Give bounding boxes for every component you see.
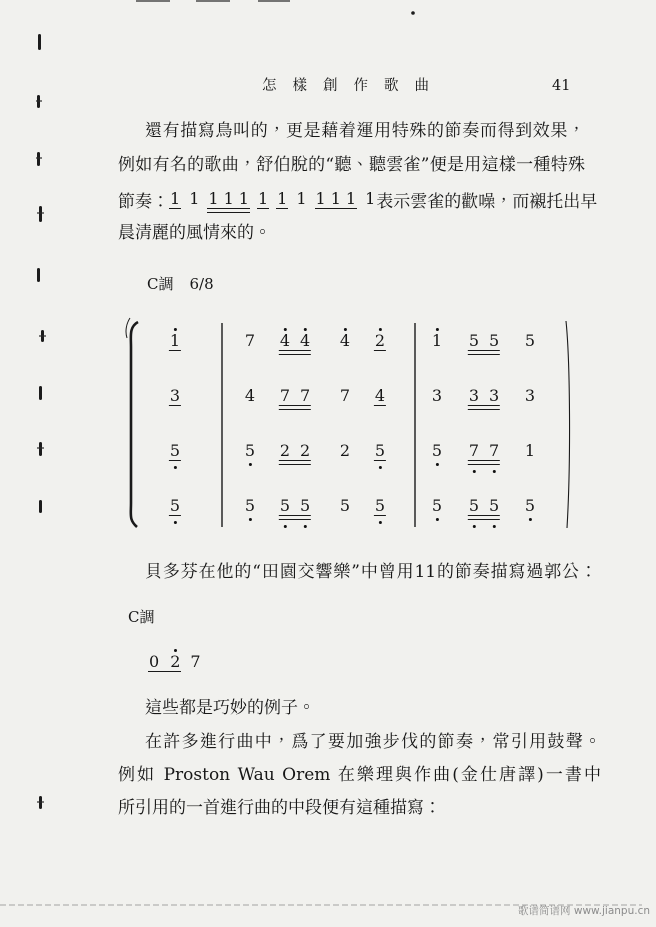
- note: 1: [257, 188, 269, 208]
- note-group: [374, 332, 386, 351]
- note: 4: [279, 331, 290, 350]
- note-group: [524, 332, 536, 350]
- note: 0: [149, 652, 160, 671]
- note: 5: [244, 496, 256, 515]
- paragraph-2: 貝多芬在他的“田園交響樂”中曾用11的節奏描寫過郭公：: [145, 562, 597, 582]
- note: 7: [339, 386, 351, 405]
- note-group: [279, 332, 311, 351]
- paragraph-1-line-3-start: 節奏：: [118, 191, 169, 212]
- note: 3: [524, 386, 536, 405]
- note: 5: [468, 331, 479, 350]
- note: 3: [431, 386, 443, 405]
- note-group: [279, 442, 311, 461]
- note-group: [244, 387, 256, 405]
- note-group: [468, 387, 500, 406]
- note: 7: [279, 386, 290, 405]
- paragraph-1-line-4: 晨清麗的風情來的。: [118, 223, 271, 243]
- note-group: [431, 497, 443, 515]
- note-group: [431, 387, 443, 405]
- note: 1: [345, 188, 357, 208]
- note: 5: [374, 496, 386, 515]
- note: 1: [189, 189, 200, 208]
- note: 1: [208, 188, 219, 208]
- note: 3: [489, 386, 500, 405]
- note-group: [189, 653, 201, 672]
- note: 7: [300, 386, 311, 405]
- paragraph-1-line-2: 例如有名的歌曲，舒伯脫的“聽、聽雲雀”便是用這樣一種特殊: [118, 155, 585, 175]
- note: 1: [296, 189, 307, 208]
- note-group: [374, 387, 386, 406]
- note-group: [524, 442, 536, 460]
- note: 1: [223, 188, 234, 208]
- note: 1: [238, 188, 249, 208]
- paragraph-4-line-3: 所引用的一首進行曲的中段便有這種描寫：: [118, 798, 441, 818]
- note: 3: [468, 386, 479, 405]
- score-key: C調: [147, 275, 174, 293]
- note: 5: [489, 331, 500, 350]
- note-group: [431, 442, 443, 460]
- note-group: [244, 332, 256, 350]
- running-header-title: 怎樣創作歌曲: [262, 78, 445, 94]
- paragraph-1-line-1: 還有描寫鳥叫的，更是藉着運用特殊的節奏而得到效果，: [145, 121, 585, 141]
- note: 1: [170, 188, 181, 208]
- note: 7: [468, 441, 479, 460]
- note: 1: [431, 331, 443, 350]
- note: 4: [244, 386, 256, 405]
- note: 7: [244, 331, 256, 350]
- note: 5: [169, 441, 181, 460]
- note: 5: [300, 496, 311, 515]
- note-group: [468, 497, 500, 516]
- note: 5: [524, 496, 536, 515]
- note-group: [279, 387, 311, 406]
- note: 7: [489, 441, 500, 460]
- note: 2: [170, 652, 181, 671]
- example-2-key: C調: [128, 608, 155, 626]
- paragraph-4-line-2: 例如 Proston Wau Orem 在樂理與作曲(金仕唐譯)一書中: [118, 765, 601, 785]
- paragraph-3: 這些都是巧妙的例子。: [145, 698, 315, 718]
- note: 2: [279, 441, 290, 460]
- note: 5: [279, 496, 290, 515]
- paragraph-1-line-3-end: 表示雲雀的歡噪，而襯托出早: [376, 191, 598, 212]
- note: 5: [374, 441, 386, 460]
- note: 2: [374, 331, 386, 350]
- note: 4: [300, 331, 311, 350]
- note: 4: [339, 331, 351, 350]
- note: 5: [468, 496, 479, 515]
- note: 1: [330, 188, 341, 208]
- note-group: [279, 497, 311, 516]
- note: 5: [431, 496, 443, 515]
- note-group: [374, 442, 386, 461]
- note-group: [244, 442, 256, 460]
- note-group: [431, 332, 443, 350]
- score-meter: 6/8: [189, 275, 214, 293]
- note: 5: [169, 496, 181, 515]
- note: 1: [524, 441, 536, 460]
- note-group: [169, 332, 181, 351]
- score-brace: [131, 322, 138, 527]
- note: 1: [169, 331, 181, 350]
- score-brace-tick: [126, 318, 130, 338]
- note: 5: [244, 441, 256, 460]
- paragraph-4-line-1: 在許多進行曲中，爲了要加強步伐的節奏，常引用鼓聲。: [145, 732, 601, 752]
- note-group: [468, 332, 500, 351]
- page-number: 41: [552, 78, 571, 94]
- note-group: [244, 497, 256, 515]
- note-group: [169, 387, 181, 406]
- note: 2: [339, 441, 351, 460]
- note-group: [339, 497, 351, 515]
- note-group: [524, 497, 536, 515]
- note: 1: [365, 189, 376, 208]
- note-group: [169, 442, 181, 461]
- note-group: [169, 497, 181, 516]
- note: 5: [339, 496, 351, 515]
- bar-line-end: [566, 321, 570, 528]
- note-group: [148, 653, 181, 672]
- note: 5: [431, 441, 443, 460]
- note-group: [339, 387, 351, 405]
- site-watermark: 歌谱简谱网 www.jianpu.cn: [518, 905, 650, 917]
- note: 7: [190, 652, 201, 671]
- note: 5: [489, 496, 500, 515]
- note: 1: [315, 188, 326, 208]
- note: 1: [277, 188, 288, 208]
- note-group: [524, 387, 536, 405]
- note: 4: [374, 386, 386, 405]
- note-group: [339, 442, 351, 460]
- cuckoo-notation: [148, 653, 202, 672]
- note-group: [468, 442, 500, 461]
- note: 3: [169, 386, 181, 405]
- note: 5: [524, 331, 536, 350]
- note: 2: [300, 441, 311, 460]
- note-group: [374, 497, 386, 516]
- note-group: [339, 332, 351, 350]
